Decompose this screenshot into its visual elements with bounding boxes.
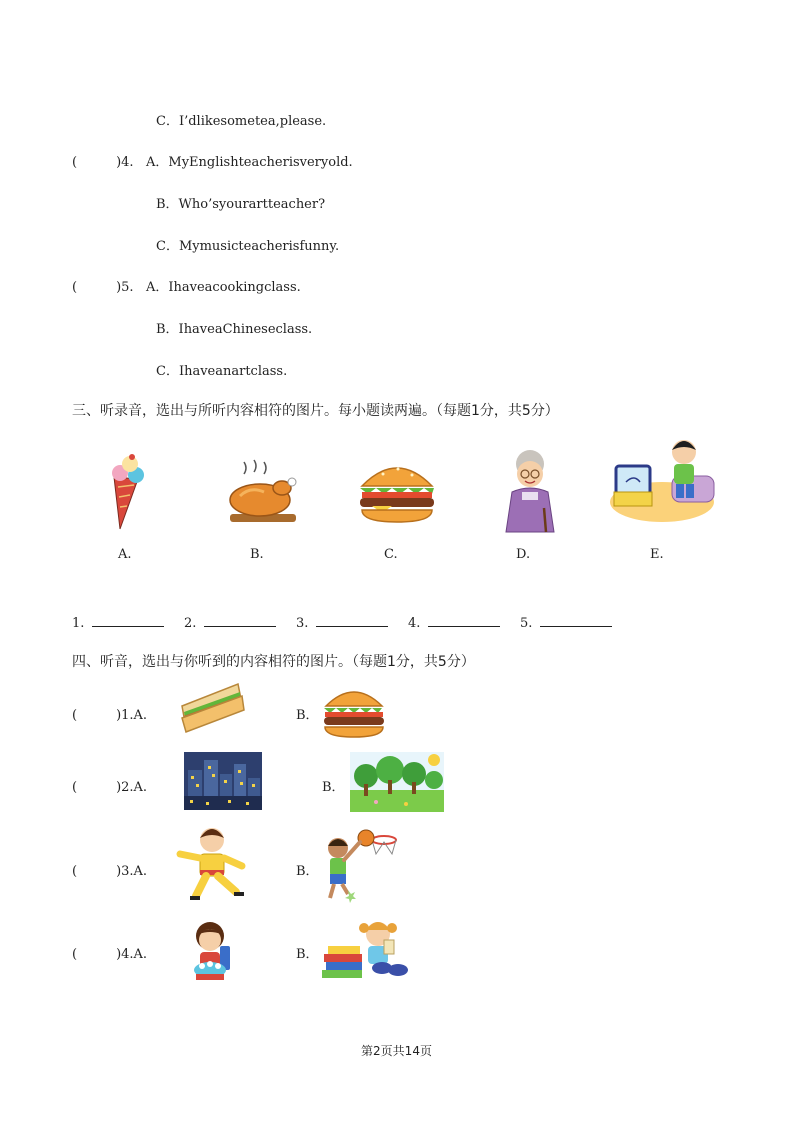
q5-option-a: A．Ihaveacookingclass.	[146, 280, 301, 295]
forest-park-picture	[350, 752, 444, 812]
girl-reading-books-picture	[322, 918, 412, 982]
girl-washing-picture	[188, 918, 236, 982]
label-a: A.	[118, 547, 132, 562]
hamburger-b-picture	[322, 682, 386, 738]
answer-blank-1[interactable]: 1.	[72, 614, 164, 631]
p4-q4-b-label: B．	[296, 947, 319, 962]
city-night-picture	[184, 752, 262, 810]
label-e: E.	[650, 547, 664, 562]
answer-blank-2[interactable]: 2.	[184, 614, 276, 631]
q4-option-a: A．MyEnglishteacherisveryold.	[146, 155, 353, 170]
part3-title: 三、听录音，选出与所听内容相符的图片。每小题读两遍。（每题1分，共5分）	[72, 403, 559, 419]
answer-blank-4[interactable]: 4.	[408, 614, 500, 631]
q4-number: ( )4.	[72, 155, 134, 170]
boy-watching-tv-picture	[610, 436, 718, 524]
q3-option-c: C．I’dlikesometea,please.	[156, 114, 327, 129]
ice-cream-picture	[108, 455, 150, 530]
answer-blank-3[interactable]: 3.	[296, 614, 388, 631]
q5-option-b: B．IhaveaChineseclass.	[156, 322, 313, 337]
p4-q4-number: ( )4.A.	[72, 947, 148, 962]
boy-kung-fu-picture	[176, 826, 252, 902]
label-c: C.	[384, 547, 398, 562]
boy-basketball-picture	[322, 826, 398, 902]
answer-blank-5[interactable]: 5.	[520, 614, 612, 631]
page-number: 第2页共14页	[361, 1044, 432, 1058]
label-b: B.	[250, 547, 264, 562]
p4-q3-number: ( )3.A.	[72, 864, 148, 879]
p4-q1-b-label: B．	[296, 708, 319, 723]
p4-q1-number: ( )1.A.	[72, 708, 148, 723]
hamburger-picture	[358, 456, 436, 526]
q5-option-c: C．Ihaveanartclass.	[156, 364, 288, 379]
p4-q2-b-label: B．	[322, 780, 345, 795]
q4-option-b: B．Who’syourartteacher?	[156, 197, 326, 212]
part4-title: 四、听音，选出与你听到的内容相符的图片。（每题1分，共5分）	[72, 654, 475, 670]
p4-q2-number: ( )2.A.	[72, 780, 148, 795]
p4-q3-b-label: B．	[296, 864, 319, 879]
grandmother-picture	[500, 450, 560, 532]
label-d: D.	[516, 547, 531, 562]
sandwich-picture	[178, 682, 246, 734]
q4-option-c: C．Mymusicteacherisfunny.	[156, 239, 340, 254]
roast-chicken-picture	[228, 460, 300, 524]
q5-number: ( )5.	[72, 280, 134, 295]
